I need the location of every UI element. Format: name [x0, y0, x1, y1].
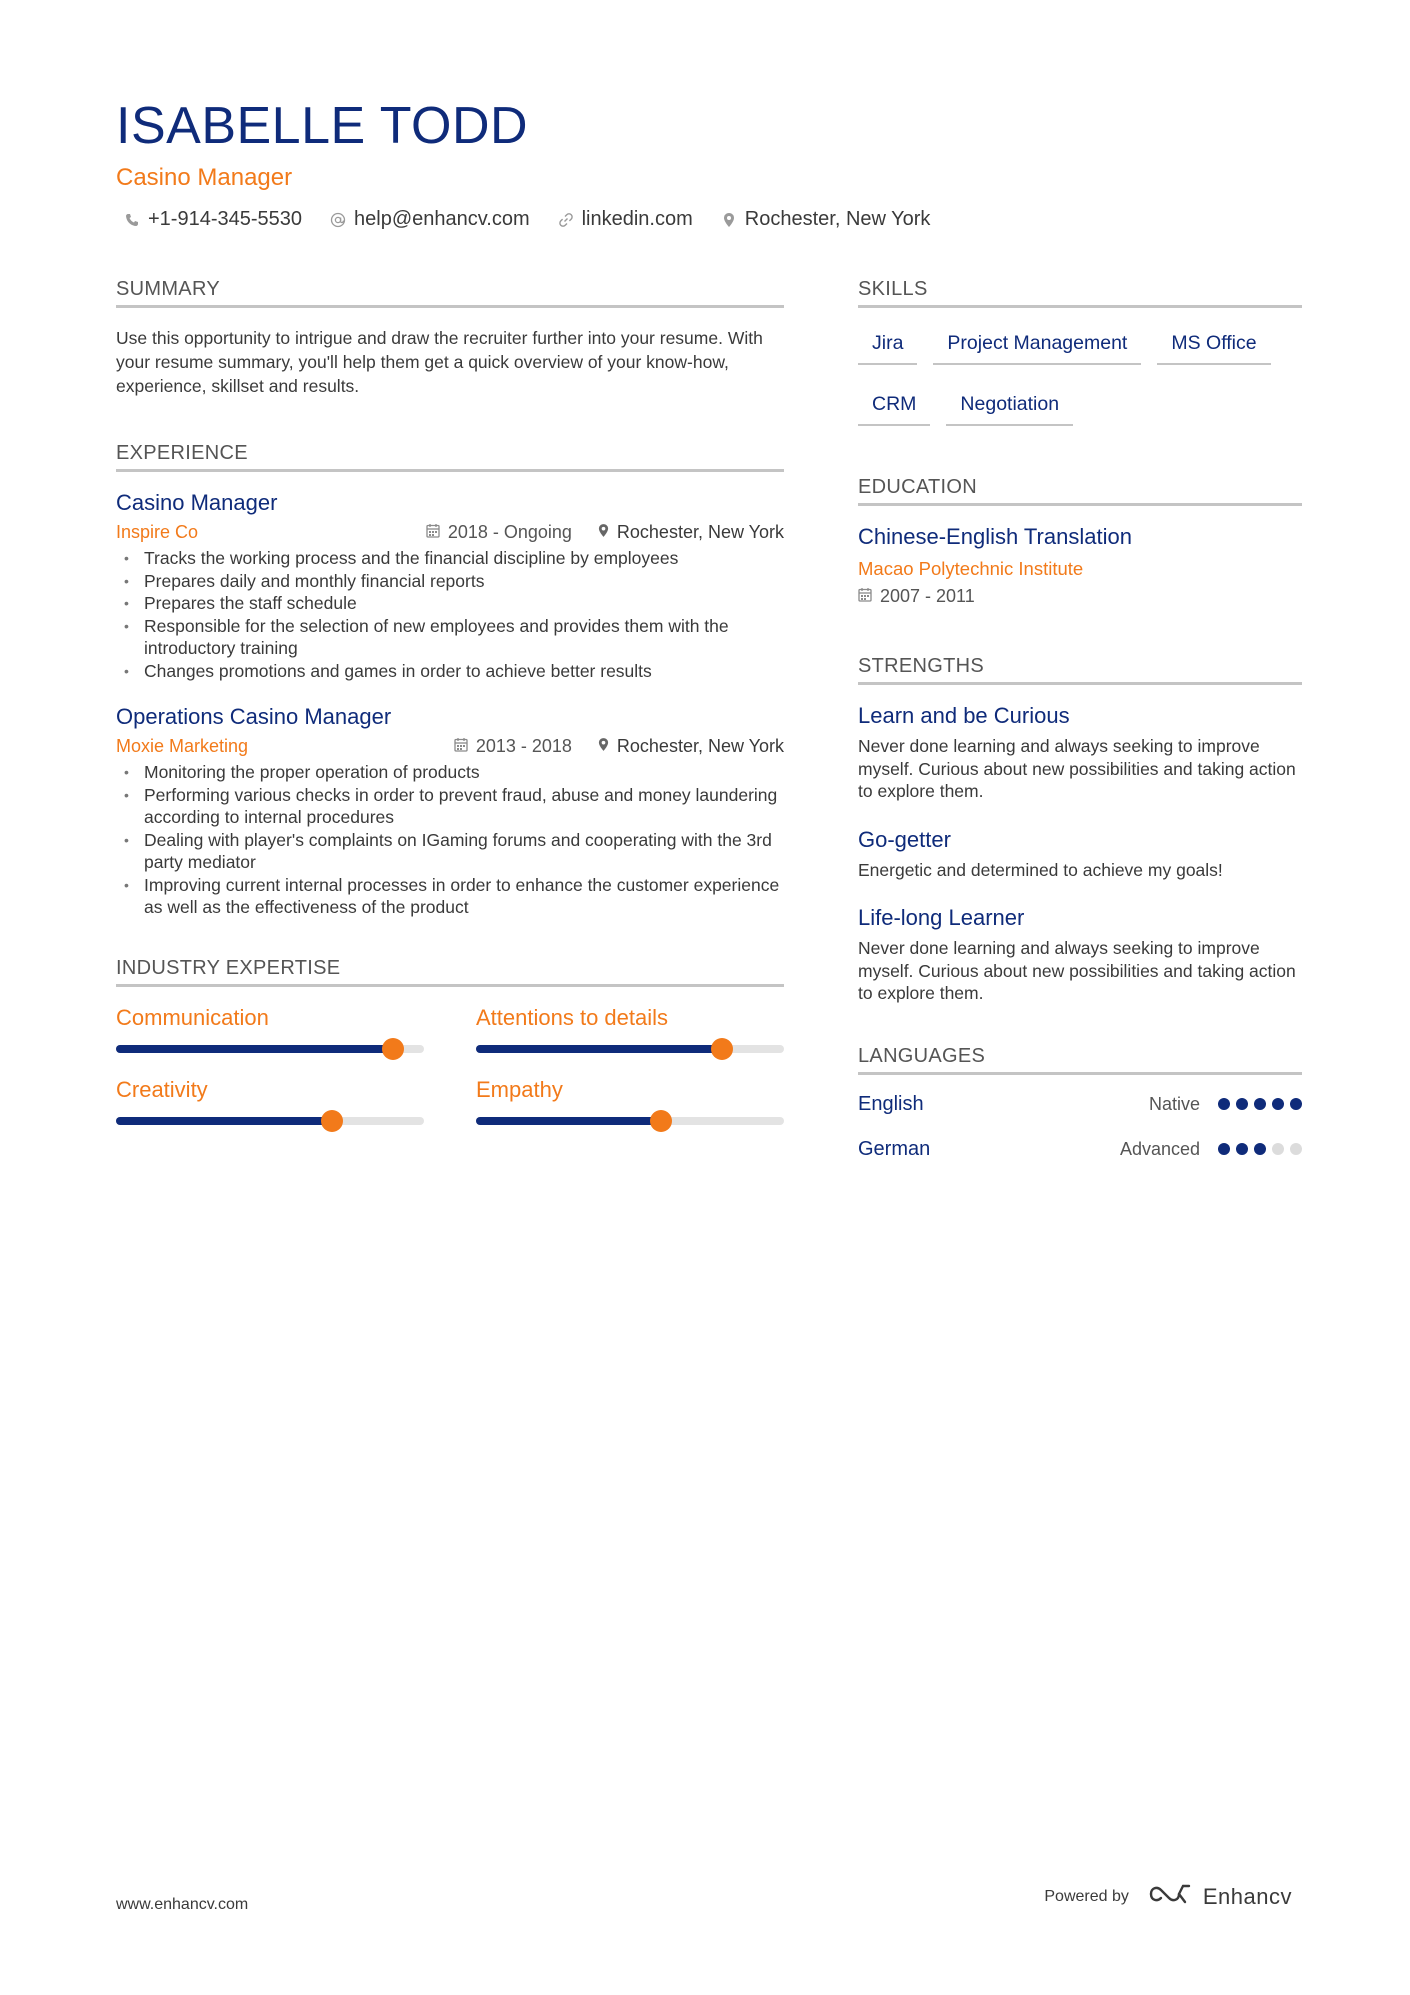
language-dot-empty [1290, 1143, 1302, 1155]
job-bullet: • Changes promotions and games in order to achieve better results [116, 660, 784, 683]
strength-desc: Energetic and determined to achieve my goals! [858, 859, 1223, 880]
language-row [858, 1138, 1302, 1161]
job-bullet: • Dealing with player's complaints on IGaming forums and cooperating with the 3rd party mediator [116, 829, 784, 874]
language-row [858, 1093, 1302, 1116]
skill-tag: Negotiation [946, 387, 1073, 426]
job-title: Casino Manager [116, 490, 278, 515]
email-text: help@enhancv.com [354, 208, 530, 230]
job-bullets [116, 761, 784, 919]
strengths-section [858, 655, 1302, 1005]
skills-section [858, 278, 1302, 426]
job-title: Operations Casino Manager [116, 704, 392, 729]
location-pin-icon [598, 522, 609, 543]
language-dot-filled [1254, 1143, 1266, 1155]
language-dot-filled [1272, 1098, 1284, 1110]
job-bullet: • Prepares daily and monthly financial reports [116, 570, 784, 593]
skill-tag: MS Office [1157, 326, 1270, 365]
education-dates-row [858, 586, 1302, 607]
expertise-knob [321, 1110, 343, 1132]
expertise-item [116, 1077, 424, 1125]
expertise-label: Communication [116, 1004, 269, 1030]
job-bullet: • Tracks the working process and the financial discipline by employees [116, 547, 784, 570]
language-dot-empty [1272, 1143, 1284, 1155]
summary-heading: SUMMARY [116, 278, 784, 308]
expertise-bar [116, 1045, 424, 1053]
language-dots [1218, 1143, 1302, 1155]
strength-title: Life-long Learner [858, 905, 1025, 930]
footer-branding [1044, 1882, 1292, 1912]
brand-name: Enhancv [1202, 1884, 1292, 1909]
link-icon [558, 211, 574, 229]
expertise-fill [116, 1117, 332, 1125]
enhancv-logo-icon [1147, 1882, 1193, 1912]
education-degree: Chinese-English Translation [858, 524, 1132, 549]
expertise-item [116, 1005, 424, 1053]
contact-location [721, 208, 931, 231]
job-company: Moxie Marketing [116, 736, 249, 756]
location-pin-icon [721, 211, 737, 229]
expertise-fill [116, 1045, 393, 1053]
strength-desc: Never done learning and always seeking to improve myself. Curious about new possibilities and taking action to explore them. [858, 938, 1296, 1003]
powered-by-text: Powered by [1044, 1888, 1129, 1905]
expertise-grid [116, 1005, 784, 1125]
job-meta [116, 522, 784, 543]
education-heading: EDUCATION [858, 476, 1302, 506]
expertise-knob [711, 1038, 733, 1060]
expertise-knob [650, 1110, 672, 1132]
experience-section [116, 442, 784, 919]
language-dot-filled [1290, 1098, 1302, 1110]
expertise-item [476, 1077, 784, 1125]
job-bullet: • Performing various checks in order to prevent fraud, abuse and money laundering according to internal procedures [116, 784, 784, 829]
at-icon [330, 211, 346, 229]
expertise-fill [476, 1045, 722, 1053]
expertise-label: Creativity [116, 1076, 208, 1102]
strength-title: Learn and be Curious [858, 703, 1070, 728]
language-dot-filled [1218, 1143, 1230, 1155]
language-level: Native [1148, 1093, 1200, 1114]
strength-title: Go-getter [858, 826, 951, 852]
languages-heading: LANGUAGES [858, 1045, 1302, 1075]
candidate-name: ISABELLE TODD [116, 97, 529, 155]
language-dot-filled [1236, 1098, 1248, 1110]
education-dates: 2007 - 2011 [880, 586, 975, 606]
language-dots [1218, 1098, 1302, 1110]
job-bullet: • Improving current internal processes in order to enhance the customer experience as well as the effectiveness of the product [116, 874, 784, 919]
skill-tag: Project Management [933, 326, 1141, 365]
education-school: Macao Polytechnic Institute [858, 558, 1084, 579]
linkedin-text: linkedin.com [581, 208, 693, 230]
language-name: German [858, 1137, 931, 1160]
job-bullets [116, 547, 784, 682]
phone-text: +1-914-345-5530 [148, 208, 303, 230]
expertise-item [476, 1005, 784, 1053]
job-location: Rochester, New York [616, 522, 784, 542]
right-column [858, 278, 1302, 1183]
strength-item [858, 703, 1302, 803]
expertise-knob [382, 1038, 404, 1060]
calendar-icon [454, 736, 468, 757]
location-pin-icon [598, 736, 609, 757]
job-bullet: • Monitoring the proper operation of products [116, 761, 784, 784]
language-dot-filled [1218, 1098, 1230, 1110]
expertise-bar [116, 1117, 424, 1125]
phone-icon [124, 211, 140, 229]
enhancv-logo[interactable] [1147, 1882, 1292, 1912]
expertise-section [116, 957, 784, 1125]
job-meta [116, 736, 784, 757]
language-name: English [858, 1092, 924, 1115]
job-dates: 2013 - 2018 [475, 736, 572, 756]
job-entry [116, 704, 784, 919]
skill-tag: CRM [858, 387, 930, 426]
expertise-fill [476, 1117, 661, 1125]
summary-section [116, 278, 784, 398]
language-dot-filled [1236, 1143, 1248, 1155]
strength-item [858, 905, 1302, 1005]
strength-item [858, 827, 1302, 882]
strengths-heading: STRENGTHS [858, 655, 1302, 685]
job-company: Inspire Co [116, 522, 199, 542]
job-location: Rochester, New York [616, 736, 784, 756]
contact-phone[interactable] [124, 208, 302, 231]
skills-heading: SKILLS [858, 278, 1302, 308]
job-bullet: • Responsible for the selection of new employees and provides them with the introductory training [116, 615, 784, 660]
left-column [116, 278, 784, 1125]
languages-section [858, 1045, 1302, 1161]
expertise-label: Empathy [476, 1076, 563, 1102]
summary-text: Use this opportunity to intrigue and draw the recruiter further into your resume. With your resume summary, you'll help them get a quick overview of your know-how, experience, skillset and results. [116, 328, 763, 396]
candidate-role: Casino Manager [116, 164, 293, 191]
experience-heading: EXPERIENCE [116, 442, 784, 472]
expertise-bar [476, 1117, 784, 1125]
contact-linkedin[interactable] [558, 208, 693, 231]
location-text: Rochester, New York [744, 208, 931, 230]
job-bullet: • Prepares the staff schedule [116, 592, 784, 615]
language-level: Advanced [1119, 1138, 1200, 1159]
strength-desc: Never done learning and always seeking to improve myself. Curious about new possibilities and taking action to explore them. [858, 736, 1296, 801]
expertise-label: Attentions to details [476, 1004, 669, 1030]
footer-website[interactable]: www.enhancv.com [116, 1896, 249, 1913]
education-section [858, 476, 1302, 607]
job-dates: 2018 - Ongoing [447, 522, 572, 542]
calendar-icon [858, 586, 872, 607]
contact-email[interactable] [330, 208, 530, 231]
skill-tag: Jira [858, 326, 917, 365]
skills-list [858, 326, 1302, 426]
contact-bar [124, 208, 930, 231]
calendar-icon [426, 522, 440, 543]
language-dot-filled [1254, 1098, 1266, 1110]
job-entry [116, 490, 784, 682]
expertise-heading: INDUSTRY EXPERTISE [116, 957, 784, 987]
expertise-bar [476, 1045, 784, 1053]
